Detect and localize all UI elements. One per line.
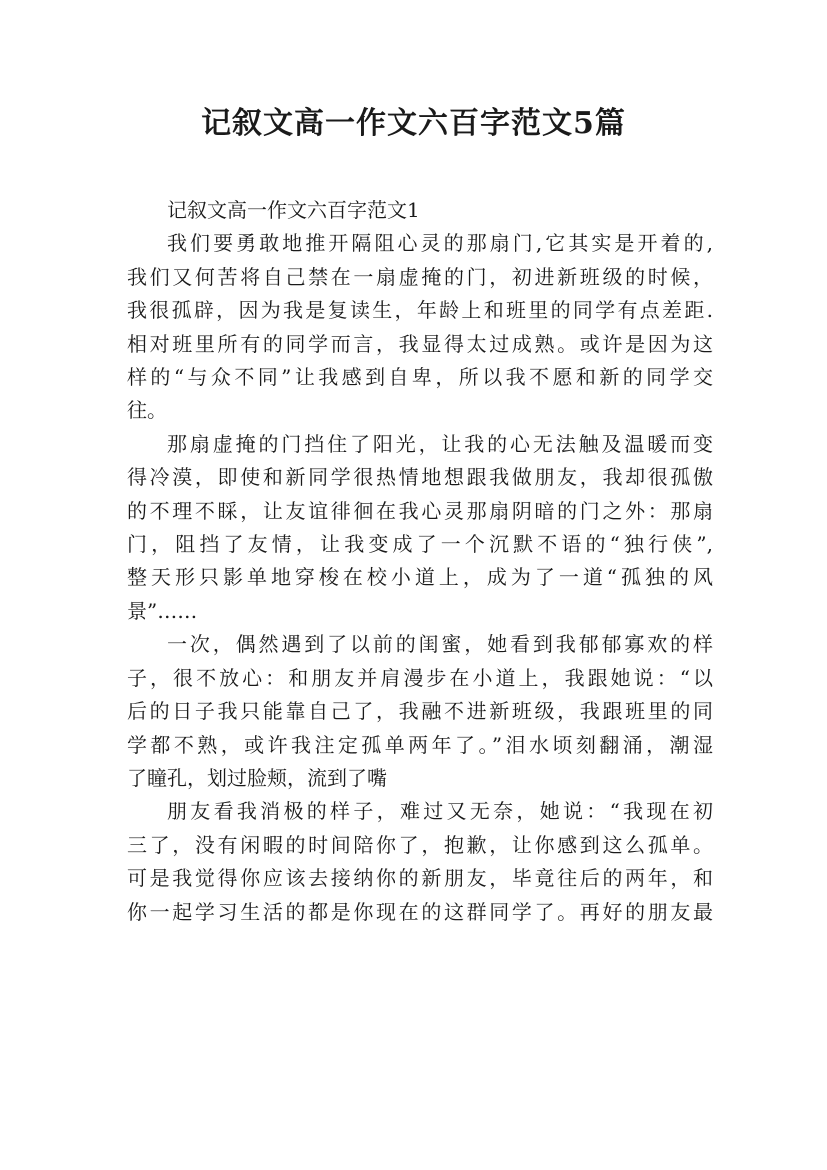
text-line: 了瞳孔，划过脸颊，流到了嘴 — [127, 765, 387, 790]
text-line: 三了，没有闲暇的时间陪你了，抱歉，让你感到这么孤单。 — [127, 832, 713, 857]
text-line: 样的“与众不同”让我感到自卑，所以我不愿和新的同学交 — [127, 365, 713, 390]
document-body — [127, 194, 713, 929]
paragraph-2 — [127, 428, 713, 628]
text-line: 一次，偶然遇到了以前的闺蜜，她看到我郁郁寡欢的样 — [167, 632, 713, 657]
text-line: 后的日子我只能靠自己了，我融不进新班级，我跟班里的同 — [127, 699, 713, 724]
text-line: 子，很不放心：和朋友并肩漫步在小道上，我跟她说：“以 — [127, 665, 713, 690]
text-line: 朋友看我消极的样子，难过又无奈，她说：“我现在初 — [167, 799, 713, 824]
text-line: 相对班里所有的同学而言，我显得太过成熟。或许是因为这 — [127, 331, 713, 356]
text-line: 你一起学习生活的都是你现在的这群同学了。再好的朋友最 — [127, 899, 713, 924]
text-line: 我们又何苦将自己禁在一扇虚掩的门，初进新班级的时候， — [127, 264, 713, 289]
text-line: 往。 — [127, 398, 167, 423]
text-line: 我们要勇敢地推开隔阻心灵的那扇门,它其实是开着的, — [167, 231, 713, 256]
text-line: 那扇虚掩的门挡住了阳光，让我的心无法触及温暖而变 — [167, 431, 713, 456]
paragraph-3 — [127, 628, 713, 795]
text-line: 学都不熟，或许我注定孤单两年了。”泪水顷刻翻涌，潮湿 — [127, 732, 713, 757]
document-title: 记叙文高一作文六百字范文5篇 — [201, 106, 626, 141]
paragraph-4 — [127, 795, 713, 929]
text-line: 门，阻挡了友情，让我变成了一个沉默不语的“独行侠”, — [127, 532, 713, 557]
section-heading: 记叙文高一作文六百字范文1 — [167, 198, 420, 222]
text-line: 景”…… — [127, 598, 198, 623]
text-line: 可是我觉得你应该去接纳你的新朋友，毕竟往后的两年，和 — [127, 866, 713, 891]
paragraph-1 — [127, 227, 713, 427]
text-line: 的不理不睬，让友谊徘徊在我心灵那扇阴暗的门之外：那扇 — [127, 498, 713, 523]
text-line: 得冷漠，即使和新同学很热情地想跟我做朋友，我却很孤傲 — [127, 465, 713, 490]
text-line: 我很孤辟，因为我是复读生，年龄上和班里的同学有点差距. — [127, 298, 713, 323]
text-line: 整天形只影单地穿梭在校小道上，成为了一道“孤独的风 — [127, 565, 713, 590]
